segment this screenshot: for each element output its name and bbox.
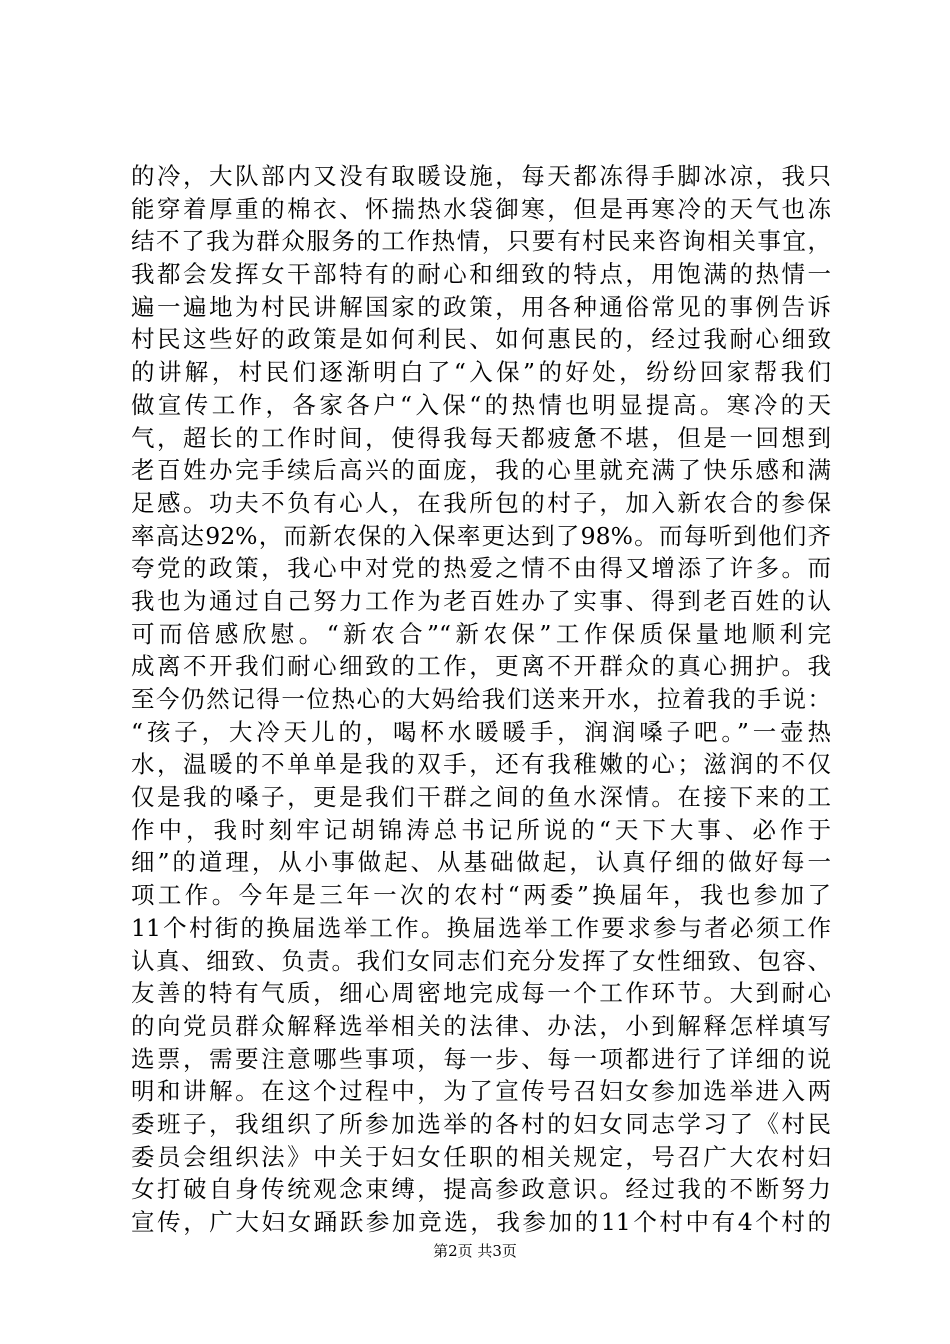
text-line: 夸党的政策，我心中对党的热爱之情不由得又增添了许多。而	[131, 554, 831, 583]
text-line: 友善的特有气质，细心周密地完成每一个工作环节。大到耐心	[131, 979, 831, 1008]
text-line: “孩子，大冷天儿的，喝杯水暖暖手，润润嗓子吧。”一壶热	[131, 717, 831, 746]
text-line: 女打破自身传统观念束缚，提高参政意识。经过我的不断努力	[131, 1175, 831, 1204]
text-line: 选票，需要注意哪些事项，每一步、每一项都进行了详细的说	[131, 1044, 831, 1073]
text-line: 做宣传工作，各家各户“入保“的热情也明显提高。寒冷的天	[131, 390, 831, 419]
text-line: 仅是我的嗓子，更是我们干群之间的鱼水深情。在接下来的工	[131, 783, 831, 812]
body-text	[131, 160, 831, 1239]
text-line: 结不了我为群众服务的工作热情，只要有村民来咨询相关事宜，	[131, 227, 831, 256]
text-line: 的冷，大队部内又没有取暖设施，每天都冻得手脚冰凉，我只	[131, 162, 831, 190]
page-footer	[0, 1241, 950, 1261]
text-line: 细”的道理，从小事做起、从基础做起，认真仔细的做好每一	[131, 848, 831, 877]
page-indicator: 第2页 共3页	[433, 1242, 517, 1260]
text-line: 率高达92%，而新农保的入保率更达到了98%。而每听到他们齐	[131, 521, 831, 550]
text-line: 项工作。今年是三年一次的农村“两委”换届年，我也参加了	[131, 881, 831, 910]
text-line: 作中，我时刻牢记胡锦涛总书记所说的“天下大事、必作于	[131, 815, 831, 844]
text-line: 的讲解，村民们逐渐明白了“入保”的好处，纷纷回家帮我们	[131, 358, 831, 387]
text-line: 可而倍感欣慰。“新农合”“新农保”工作保质保量地顺利完	[131, 619, 831, 648]
text-line: 气，超长的工作时间，使得我每天都疲惫不堪，但是一回想到	[131, 423, 831, 452]
text-line: 成离不开我们耐心细致的工作，更离不开群众的真心拥护。我	[131, 652, 831, 681]
text-line: 11个村街的换届选举工作。换届选举工作要求参与者必须工作	[131, 913, 831, 942]
text-line: 足感。功夫不负有心人，在我所包的村子，加入新农合的参保	[131, 488, 831, 517]
text-line: 水，温暖的不单单是我的双手，还有我稚嫩的心；滋润的不仅	[131, 750, 831, 779]
text-line: 明和讲解。在这个过程中，为了宣传号召妇女参加选举进入两	[131, 1077, 831, 1106]
text-line: 能穿着厚重的棉衣、怀揣热水袋御寒，但是再寒冷的天气也冻	[131, 194, 831, 223]
text-line: 遍一遍地为村民讲解国家的政策，用各种通俗常见的事例告诉	[131, 292, 831, 321]
text-line: 委员会组织法》中关于妇女任职的相关规定，号召广大农村妇	[131, 1142, 831, 1171]
text-line: 至今仍然记得一位热心的大妈给我们送来开水，拉着我的手说：	[131, 685, 831, 713]
text-line: 我都会发挥女干部特有的耐心和细致的特点，用饱满的热情一	[131, 260, 831, 289]
text-line: 我也为通过自己努力工作为老百姓办了实事、得到老百姓的认	[131, 586, 831, 615]
text-line: 宣传，广大妇女踊跃参加竞选，我参加的11个村中有4个村的	[131, 1208, 831, 1236]
text-line: 村民这些好的政策是如何利民、如何惠民的，经过我耐心细致	[131, 325, 831, 354]
text-line: 认真、细致、负责。我们女同志们充分发挥了女性细致、包容、	[131, 946, 831, 975]
text-line: 委班子，我组织了所参加选举的各村的妇女同志学习了《村民	[131, 1109, 831, 1138]
text-line: 的向党员群众解释选举相关的法律、办法，小到解释怎样填写	[131, 1011, 831, 1040]
text-line: 老百姓办完手续后高兴的面庞，我的心里就充满了快乐感和满	[131, 456, 831, 485]
